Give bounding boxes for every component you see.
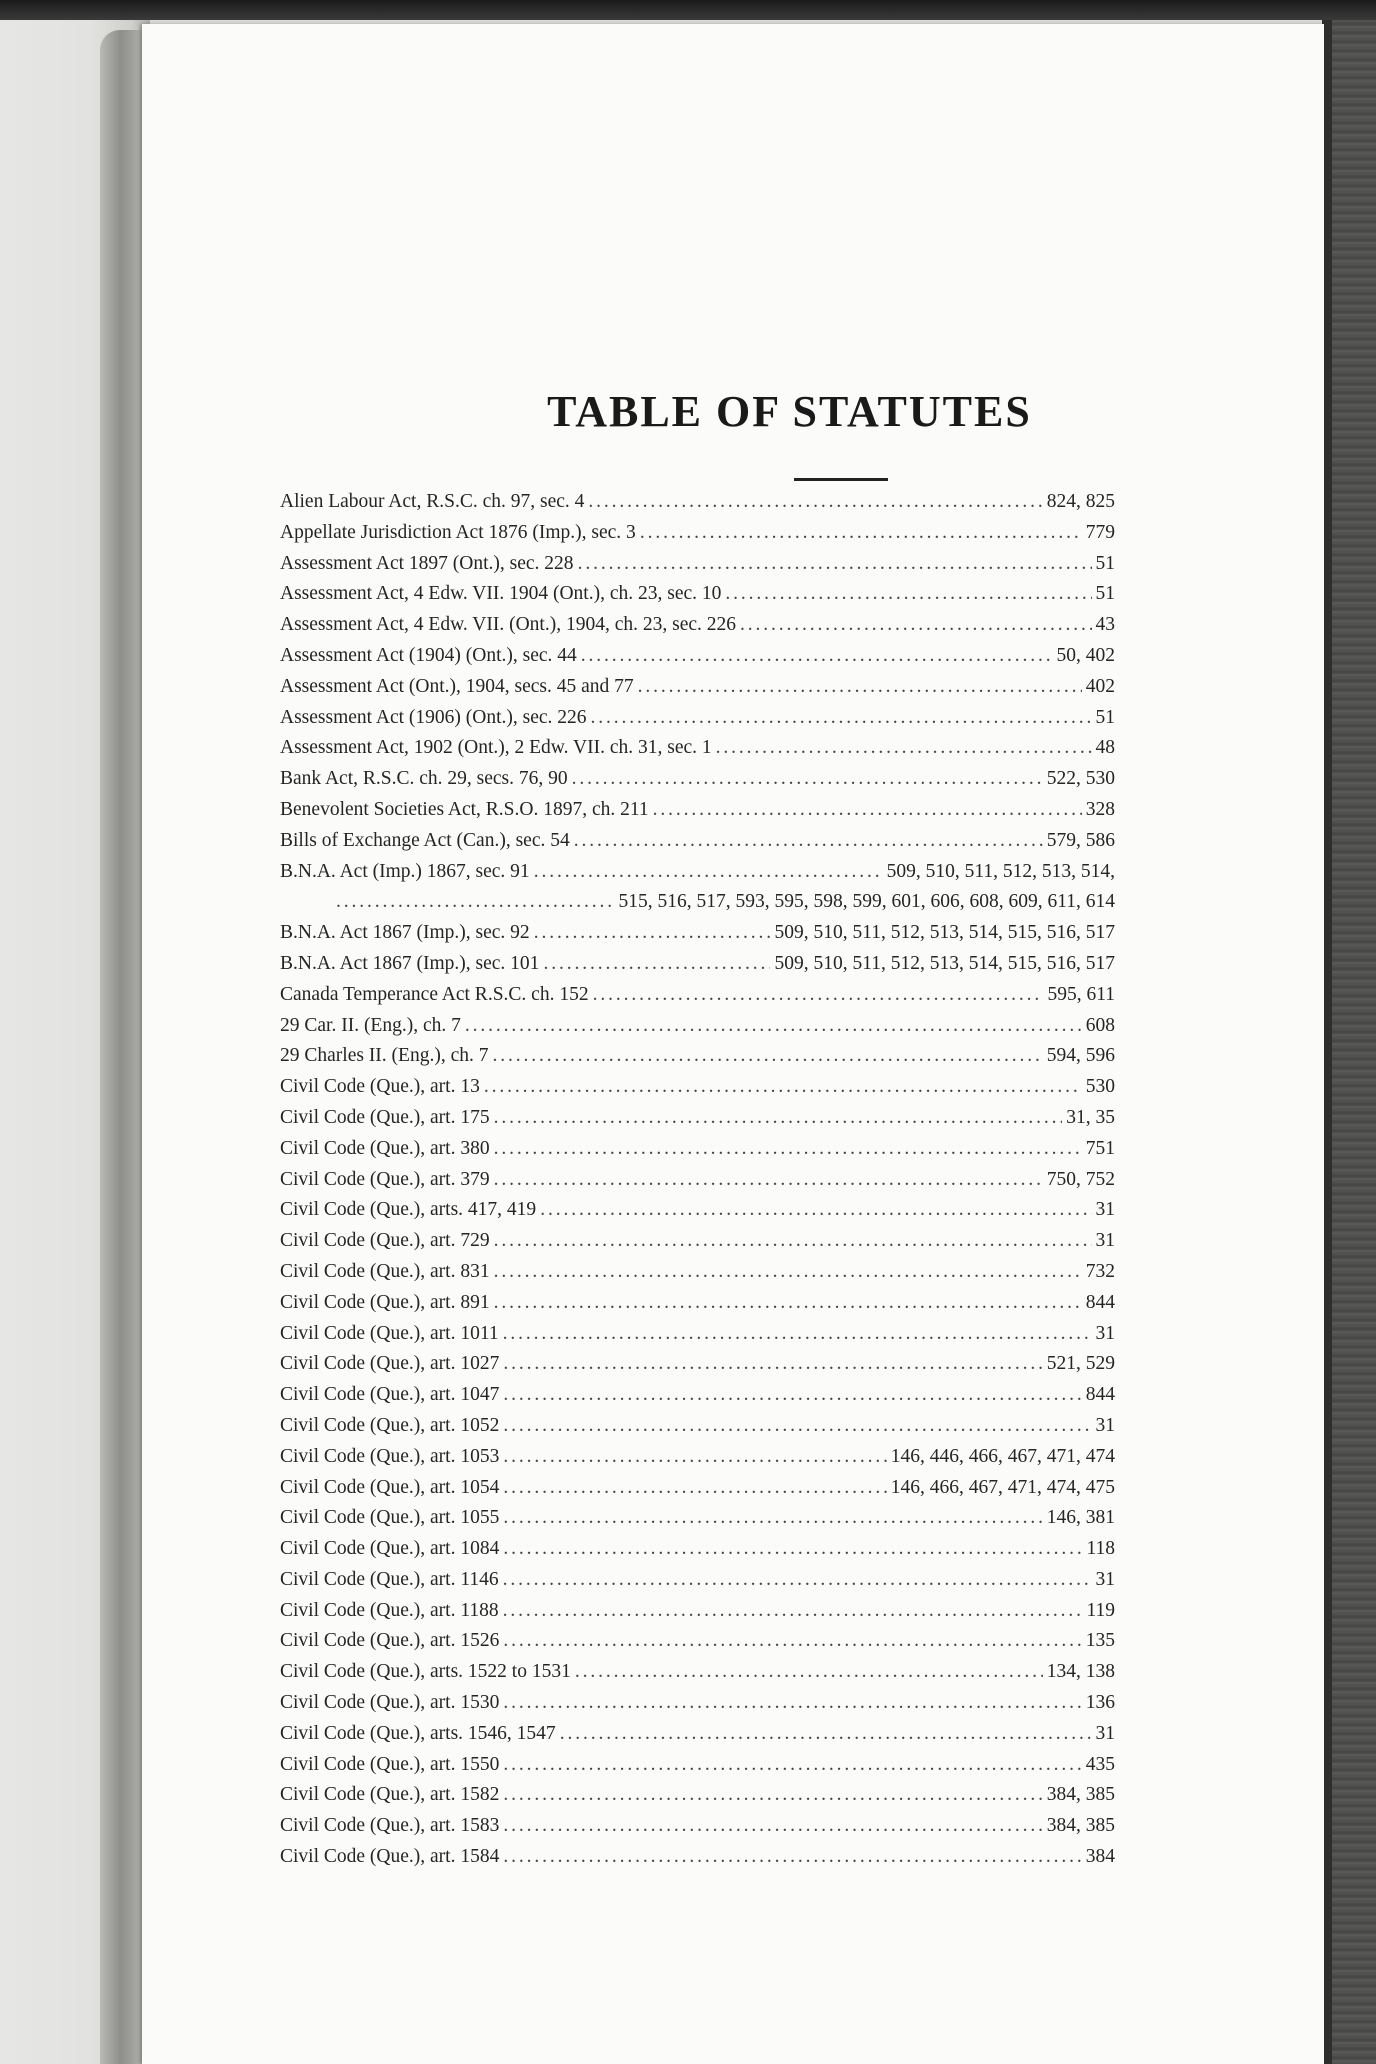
statute-name: Civil Code (Que.), art. 729 [280,1230,490,1252]
dot-leader [638,672,1082,703]
statute-entry [280,918,1115,949]
statute-name: Civil Code (Que.), art. 1084 [280,1538,500,1560]
statute-name: Assessment Act (Ont.), 1904, secs. 45 and 77 [280,675,634,697]
statute-entry [280,980,1115,1011]
page-references: 751 [1085,1137,1115,1159]
page-references: 31 [1095,1199,1115,1221]
statute-name: Civil Code (Que.), art. 1550 [280,1753,500,1775]
page-references: 522, 530 [1046,768,1115,790]
page-references: 50, 402 [1056,644,1115,666]
dot-leader [503,1811,1042,1842]
statute-name: Civil Code (Que.), art. 380 [280,1137,490,1159]
page-references: 595, 611 [1047,983,1115,1005]
page-references: 384, 385 [1046,1784,1115,1806]
statute-name: Assessment Act, 1902 (Ont.), 2 Edw. VII. ch. 31, sec. 1 [280,737,712,759]
statute-entry [280,826,1115,857]
statute-name: Civil Code (Que.), art. 13 [280,1076,480,1098]
statute-name: Civil Code (Que.), art. 1011 [280,1322,499,1344]
page-references: 779 [1085,521,1115,543]
page-references: 509, 510, 511, 512, 513, 514, [886,860,1115,882]
dot-leader [503,1780,1042,1811]
left-page-edge [100,30,146,2064]
page-references: 51 [1095,583,1115,605]
statute-entry [280,487,1115,518]
dot-leader [534,857,883,888]
statute-entry [280,703,1115,734]
statute-name: Civil Code (Que.), art. 1146 [280,1568,499,1590]
page-references: 136 [1085,1692,1115,1714]
statute-name: Assessment Act 1897 (Ont.), sec. 228 [280,552,574,574]
statute-name: B.N.A. Act 1867 (Imp.), sec. 92 [280,922,530,944]
dot-leader [503,1411,1091,1442]
page-references: 119 [1086,1599,1115,1621]
page-references: 31 [1095,1568,1115,1590]
page-references: 384, 385 [1046,1815,1115,1837]
dot-leader [503,1349,1042,1380]
dot-leader [503,1319,1092,1350]
statute-entry [280,1041,1115,1072]
statute-name: Civil Code (Que.), art. 1047 [280,1384,500,1406]
statute-entry [280,1257,1115,1288]
page-references: 51 [1095,552,1115,574]
dot-leader [336,887,614,918]
dot-leader [503,1842,1081,1873]
page-references: 824, 825 [1046,491,1115,512]
statute-name: Appellate Jurisdiction Act 1876 (Imp.), sec. 3 [280,521,636,543]
dot-leader [503,1688,1081,1719]
dot-leader [575,1657,1043,1688]
page-references: 594, 596 [1046,1045,1115,1067]
dot-leader [540,1195,1091,1226]
statute-name: Civil Code (Que.), art. 1052 [280,1414,500,1436]
statute-entry [280,1103,1115,1134]
statute-name: 29 Car. II. (Eng.), ch. 7 [280,1014,461,1036]
dot-leader [725,579,1091,610]
dot-leader [653,795,1082,826]
dot-leader [503,1750,1081,1781]
statute-entry [280,1319,1115,1350]
page-references: 31 [1095,1722,1115,1744]
dot-leader [578,549,1092,580]
page-references: 135 [1085,1630,1115,1652]
page-references: 608 [1085,1014,1115,1036]
page-references: 509, 510, 511, 512, 513, 514, 515, 516, 517 [774,922,1115,944]
statute-name: Bills of Exchange Act (Can.), sec. 54 [280,829,570,851]
dot-leader [503,1596,1083,1627]
page-references: 31 [1095,1414,1115,1436]
dot-leader [534,918,771,949]
statute-entry [280,949,1115,980]
dot-leader [740,610,1091,641]
page-references: 118 [1086,1538,1115,1560]
page-references: 48 [1095,737,1115,759]
dot-leader [588,487,1042,518]
dot-leader [503,1534,1082,1565]
page-title: TABLE OF STATUTES [547,387,1032,436]
statute-entry [280,518,1115,549]
dot-leader [560,1719,1092,1750]
statute-name: Civil Code (Que.), art. 1027 [280,1353,500,1375]
statute-name: Civil Code (Que.), arts. 1522 to 1531 [280,1661,571,1683]
statute-entry [280,1719,1115,1750]
statute-entry [280,1780,1115,1811]
page-references: 328 [1085,798,1115,820]
dot-leader [591,703,1092,734]
dot-leader [494,1257,1082,1288]
page-references: 384 [1085,1846,1115,1868]
page-references: 146, 446, 466, 467, 471, 474 [890,1445,1115,1467]
page-references: 31 [1095,1230,1115,1252]
statute-name: B.N.A. Act (Imp.) 1867, sec. 91 [280,860,530,882]
statute-entry [280,1011,1115,1042]
statute-entry [280,1195,1115,1226]
statute-entry [280,1226,1115,1257]
statute-entry [280,641,1115,672]
statute-entry [280,1165,1115,1196]
statute-entry [280,1473,1115,1504]
dot-leader [492,1041,1042,1072]
statute-entry [280,1750,1115,1781]
statute-name: Civil Code (Que.), art. 1055 [280,1507,500,1529]
statute-entry [280,1811,1115,1842]
dot-leader [543,949,770,980]
statute-name: Assessment Act, 4 Edw. VII. (Ont.), 1904, ch. 23, sec. 226 [280,614,737,636]
statute-entry [280,1626,1115,1657]
statute-name: Civil Code (Que.), arts. 1546, 1547 [280,1722,556,1744]
statute-entry [280,1503,1115,1534]
statute-entry [280,1657,1115,1688]
dot-leader [716,733,1092,764]
statute-name: Civil Code (Que.), art. 1582 [280,1784,500,1806]
statute-name: Civil Code (Que.), arts. 417, 419 [280,1199,537,1221]
statute-name: Benevolent Societies Act, R.S.O. 1897, ch. 211 [280,798,649,820]
dot-leader [581,641,1053,672]
statute-name: Civil Code (Que.), art. 175 [280,1106,490,1128]
dot-leader [503,1473,886,1504]
dot-leader [593,980,1044,1011]
dot-leader [484,1072,1082,1103]
statute-name: Canada Temperance Act R.S.C. ch. 152 [280,983,589,1005]
statute-entry [280,1411,1115,1442]
page-references: 146, 381 [1046,1507,1115,1529]
statute-entry [280,1596,1115,1627]
page-references: 435 [1085,1753,1115,1775]
page-references: 402 [1085,675,1115,697]
statute-entry [280,579,1115,610]
statute-name: Civil Code (Que.), art. 1584 [280,1846,500,1868]
statute-name: Civil Code (Que.), art. 379 [280,1168,490,1190]
page-references: 579, 586 [1046,829,1115,851]
statute-name: Assessment Act (1904) (Ont.), sec. 44 [280,644,577,666]
statute-entry [280,1134,1115,1165]
statute-name: Bank Act, R.S.C. ch. 29, secs. 76, 90 [280,768,568,790]
page-references: 732 [1085,1260,1115,1282]
scan-top-edge [0,0,1376,20]
statute-name: Alien Labour Act, R.S.C. ch. 97, sec. 4 [280,491,585,512]
statute-name: Civil Code (Que.), art. 1526 [280,1630,500,1652]
dot-leader [572,764,1043,795]
statute-entry [280,733,1115,764]
statute-entry [280,1688,1115,1719]
dot-leader [494,1226,1092,1257]
statute-entry [280,1288,1115,1319]
statute-entry [280,1442,1115,1473]
page-references: 509, 510, 511, 512, 513, 514, 515, 516, 517 [774,952,1115,974]
statute-name: Civil Code (Que.), art. 1188 [280,1599,499,1621]
statute-entry [280,1534,1115,1565]
page-references: 31, 35 [1066,1106,1115,1128]
statute-entry [280,549,1115,580]
statute-entry [280,795,1115,826]
page-references: 750, 752 [1046,1168,1115,1190]
page-references: 515, 516, 517, 593, 595, 598, 599, 601, 606, 608, 609, 611, 614 [618,891,1115,913]
statute-name: Civil Code (Que.), art. 1054 [280,1476,500,1498]
page-references: 530 [1085,1076,1115,1098]
statute-entry [280,764,1115,795]
dot-leader [503,1442,886,1473]
statute-entry [280,1380,1115,1411]
statute-entry [280,857,1115,888]
statute-entry [280,610,1115,641]
dot-leader [465,1011,1082,1042]
dot-leader [503,1565,1092,1596]
dot-leader [494,1134,1082,1165]
statute-entry [280,1565,1115,1596]
statute-name: Assessment Act (1906) (Ont.), sec. 226 [280,706,587,728]
statute-entry [280,1349,1115,1380]
page-references: 134, 138 [1046,1661,1115,1683]
statute-entry [280,1072,1115,1103]
dot-leader [574,826,1043,857]
statute-entry [280,1842,1115,1873]
page-references: 31 [1095,1322,1115,1344]
page-references: 844 [1085,1384,1115,1406]
statute-entry [280,887,1115,918]
statute-list [280,487,1115,1873]
dot-leader [640,518,1082,549]
page-references: 521, 529 [1046,1353,1115,1375]
statute-name: Civil Code (Que.), art. 831 [280,1260,490,1282]
statute-name: Civil Code (Que.), art. 1583 [280,1815,500,1837]
page-references: 844 [1085,1291,1115,1313]
page-references: 146, 466, 467, 471, 474, 475 [890,1476,1115,1498]
statute-name: Civil Code (Que.), art. 1530 [280,1692,500,1714]
statute-name: Civil Code (Que.), art. 1053 [280,1445,500,1467]
page-references: 43 [1095,614,1115,636]
dot-leader [503,1380,1081,1411]
statute-name: Civil Code (Que.), art. 891 [280,1291,490,1313]
dot-leader [494,1165,1043,1196]
statute-name: B.N.A. Act 1867 (Imp.), sec. 101 [280,952,540,974]
dot-leader [503,1626,1081,1657]
dot-leader [503,1503,1042,1534]
page-references: 51 [1095,706,1115,728]
statute-name: Assessment Act, 4 Edw. VII. 1904 (Ont.), ch. 23, sec. 10 [280,583,722,605]
dot-leader [494,1288,1082,1319]
title-rule [794,478,888,481]
statute-name: 29 Charles II. (Eng.), ch. 7 [280,1045,489,1067]
dot-leader [494,1103,1063,1134]
statute-entry [280,672,1115,703]
